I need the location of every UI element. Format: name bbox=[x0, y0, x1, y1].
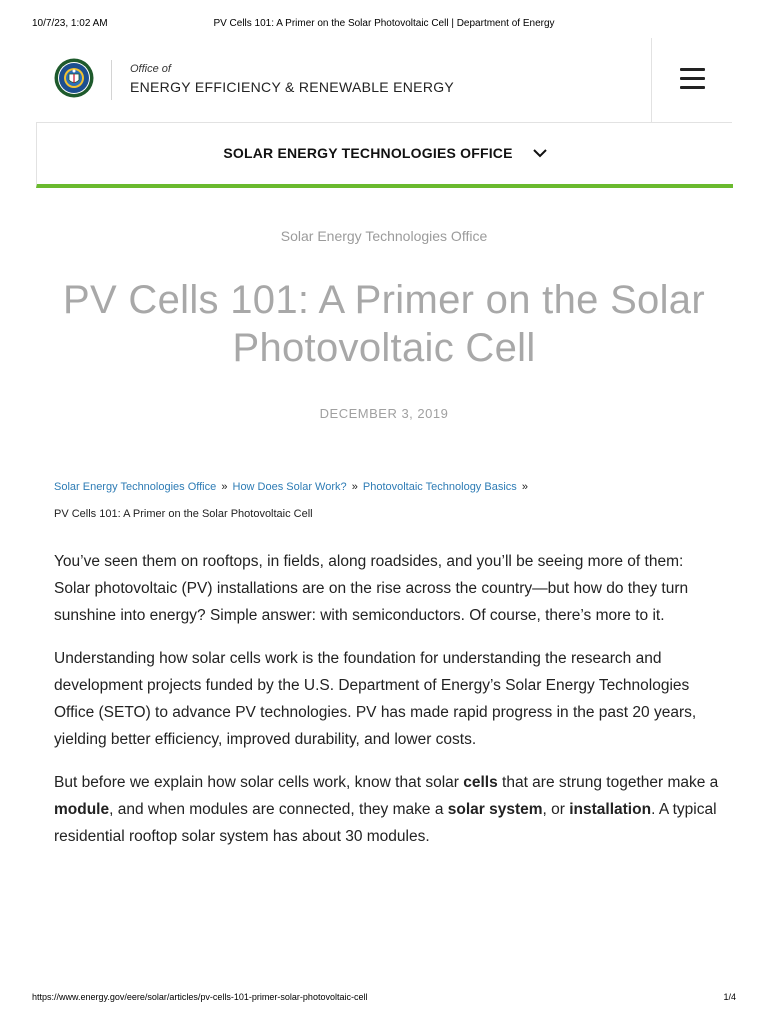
header-divider bbox=[111, 60, 112, 100]
text-run: But before we explain how solar cells work, know that solar bbox=[54, 774, 464, 791]
menu-bar bbox=[680, 68, 705, 71]
text-run: . A typical residential rooftop solar system has about 30 modules. bbox=[54, 801, 717, 845]
print-url: https://www.energy.gov/eere/solar/articles/pv-cells-101-primer-solar-photovoltaic-cell bbox=[32, 992, 368, 1002]
breadcrumb bbox=[54, 480, 714, 494]
body-paragraph-2: Understanding how solar cells work is the foundation for understanding the research and development projects funded by the U.S. Department of Energy’s Solar Energy Technologies Office (SETO) to advance PV technologies. PV has made rapid progress in the past 20 years, yielding better efficiency, improved durability, and lower costs. bbox=[54, 650, 697, 748]
menu-bar bbox=[680, 77, 705, 80]
print-page-number: 1/4 bbox=[723, 992, 736, 1002]
breadcrumb-link-how-solar-works[interactable]: How Does Solar Work? bbox=[232, 481, 347, 493]
breadcrumb-current: PV Cells 101: A Primer on the Solar Photovoltaic Cell bbox=[54, 508, 313, 520]
bold-term-solar-system: solar system bbox=[447, 801, 543, 818]
print-footer bbox=[32, 992, 736, 1006]
subnav-label[interactable]: SOLAR ENERGY TECHNOLOGIES OFFICE bbox=[223, 145, 513, 161]
text-run: , and when modules are connected, they make a bbox=[109, 801, 448, 818]
breadcrumb-separator: » bbox=[351, 481, 358, 493]
site-header bbox=[36, 38, 732, 123]
article-date: DECEMBER 3, 2019 bbox=[319, 406, 449, 421]
article-body bbox=[54, 548, 720, 866]
article-kicker: Solar Energy Technologies Office bbox=[280, 228, 488, 244]
page-title: PV Cells 101: A Primer on the Solar Photovoltaic Cell bbox=[63, 278, 705, 370]
office-name[interactable]: ENERGY EFFICIENCY & RENEWABLE ENERGY bbox=[130, 79, 455, 95]
hamburger-menu-icon[interactable] bbox=[680, 68, 705, 89]
breadcrumb-separator: » bbox=[521, 481, 528, 493]
text-run: that are strung together make a bbox=[497, 774, 719, 791]
doe-seal-icon[interactable] bbox=[54, 58, 94, 98]
body-paragraph-3 bbox=[54, 769, 720, 850]
breadcrumb-separator: » bbox=[221, 481, 228, 493]
print-header bbox=[32, 18, 736, 32]
office-subnav bbox=[36, 122, 733, 188]
breadcrumb-link-pv-basics[interactable]: Photovoltaic Technology Basics bbox=[362, 481, 517, 493]
bold-term-module: module bbox=[54, 801, 110, 818]
bold-term-installation: installation bbox=[569, 801, 652, 818]
menu-area bbox=[651, 38, 732, 122]
breadcrumb-link-solar-office[interactable]: Solar Energy Technologies Office bbox=[54, 481, 217, 493]
text-run: , or bbox=[542, 801, 570, 818]
doe-seal-graphic bbox=[54, 58, 94, 98]
print-page-title: PV Cells 101: A Primer on the Solar Photovoltaic Cell | Department of Energy bbox=[213, 18, 555, 29]
body-paragraph-1: You’ve seen them on rooftops, in fields, along roadsides, and you’ll be seeing more of them: Solar photovoltaic (PV) installations are on the rise across the country—but how do they turn sunshine into energy? Simple answer: with semiconductors. Of course, there’s more to it. bbox=[54, 553, 689, 624]
bold-term-cells: cells bbox=[463, 774, 498, 791]
menu-bar bbox=[680, 86, 705, 89]
chevron-down-icon[interactable] bbox=[533, 149, 547, 158]
office-of-label: Office of bbox=[130, 63, 171, 75]
print-datetime: 10/7/23, 1:02 AM bbox=[32, 18, 108, 29]
